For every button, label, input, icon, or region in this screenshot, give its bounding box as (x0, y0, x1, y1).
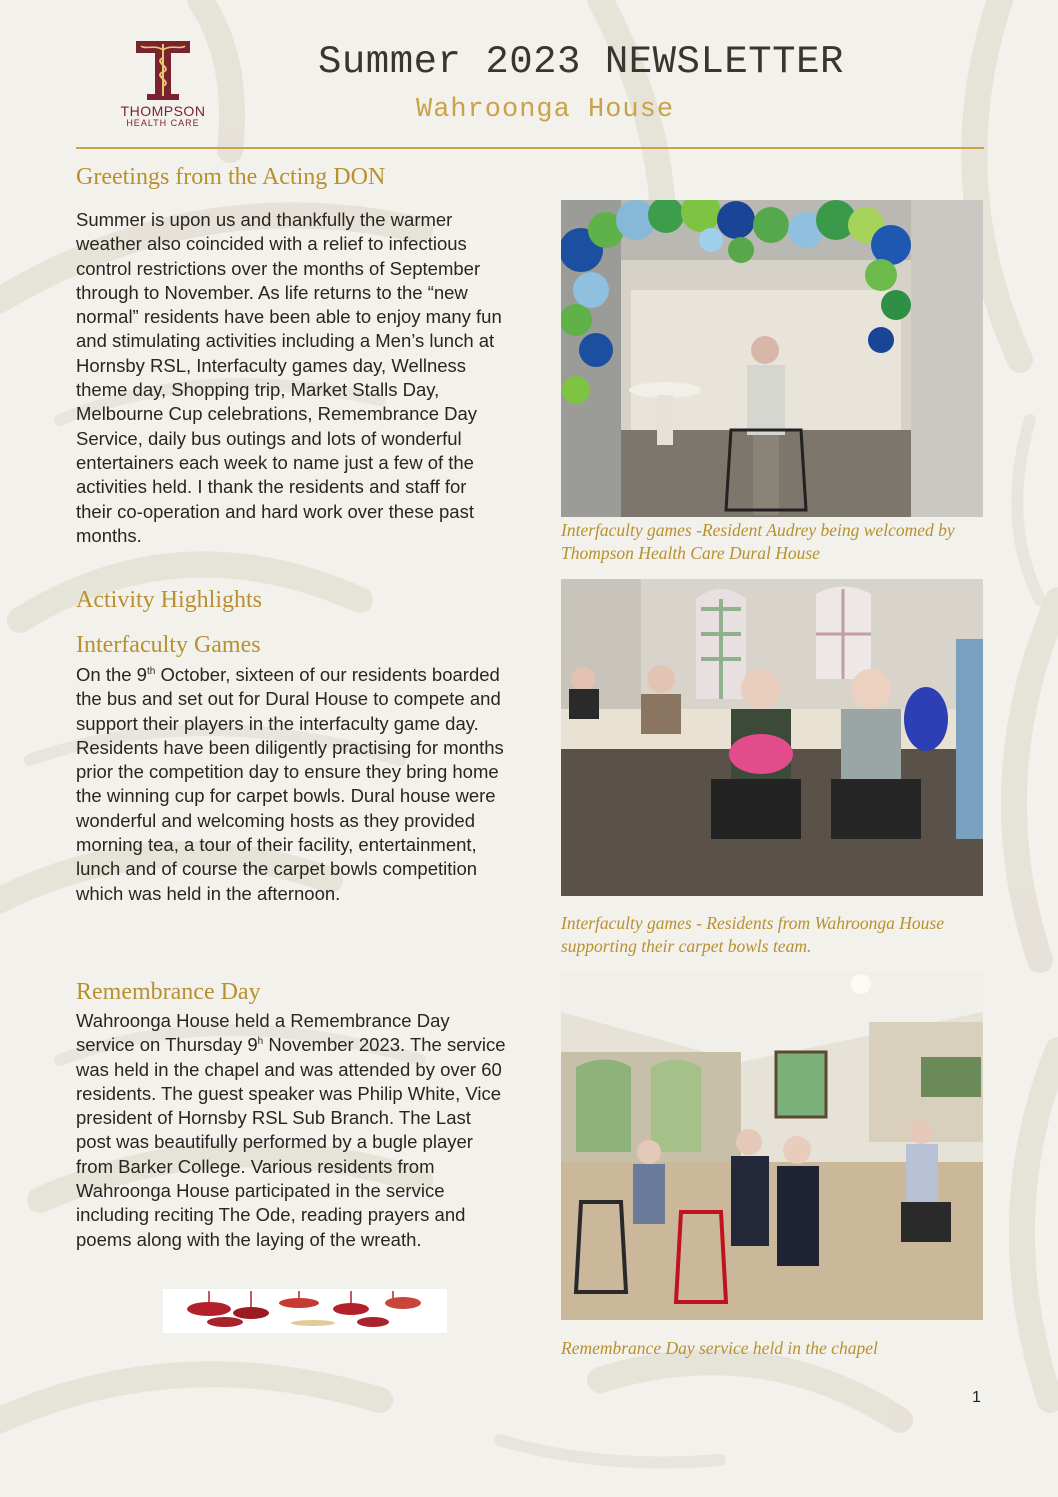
caduceus-t-icon (133, 38, 193, 102)
interfaculty-text-start: On the 9 (76, 664, 147, 685)
remembrance-body (76, 1009, 506, 1252)
photo-remembrance-chapel (561, 972, 983, 1320)
interfaculty-text-rest: October, sixteen of our residents boarded the bus and set out for Dural House to compete and support their players in the interfaculty game day. Residents have been diligently practising for months prior the competition day to ensure they bring home the winning cup for carpet bowls. Dural house were wonderful and welcoming hosts as they provided morning tea, a tour of their facility, entertainment, lunch and of course the carpet bowls competition which was held in the afternoon. (76, 664, 504, 904)
interfaculty-heading: Interfaculty Games (76, 632, 261, 658)
remembrance-text-start: Wahroonga House held a Remembrance Day service on Thursday 9 (76, 1010, 450, 1056)
chapel-residents-photo (561, 579, 983, 896)
page-number: 1 (972, 1389, 981, 1406)
ordinal-superscript: h (257, 1036, 264, 1048)
greetings-body (76, 208, 506, 548)
thompson-logo (108, 38, 218, 134)
photo-caption-1: Interfaculty games -Resident Audrey being welcomed by Thompson Health Care Dural House (561, 520, 955, 563)
interfaculty-paragraph (76, 663, 506, 906)
photo-residents-supporting (561, 579, 983, 896)
photo-audrey-welcomed (561, 200, 983, 517)
activity-highlights-heading: Activity Highlights (76, 587, 262, 613)
photo-caption-2: Interfaculty games - Residents from Wahroonga House supporting their carpet bowls team. (561, 913, 945, 956)
baubles-icon (163, 1289, 447, 1333)
interfaculty-body (76, 663, 506, 906)
greetings-paragraph: Summer is upon us and thankfully the warmer weather also coincided with a relief to infectious control restrictions over the months of September through to November. As life returns to the “new normal” residents have been able to enjoy many fun and stimulating activities including a Men’s lunch at Hornsby RSL, Interfaculty games day, Wellness theme day, Shopping trip, Market Stalls Day, Melbourne Cup celebrations, Remembrance Day Service, daily bus outings and lots of wonderful entertainers each week to name just a few of the activities held. I thank the residents and staff for their co-operation and hard work over these past months. (76, 209, 502, 546)
ordinal-superscript: th (146, 665, 156, 677)
header-divider (76, 147, 984, 149)
remembrance-text-rest: November 2023. The service was held in the chapel and was attended by over 60 residents. The guest speaker was Philip White, Vice president of Hornsby RSL Sub Branch. The Last post was beautifully performed by a bugle player from Barker College. Various residents from Wahroonga House participated in the service including reciting The Ode, reading prayers and poems along with the laying of the wreath. (76, 1034, 506, 1250)
remembrance-chapel-photo (561, 972, 983, 1320)
logo-sub-text: HEALTH CARE (126, 118, 200, 128)
christmas-baubles-banner (163, 1289, 447, 1333)
remembrance-paragraph (76, 1009, 506, 1252)
balloon-arch-photo (561, 200, 983, 517)
logo-brand-text: THOMPSON (120, 103, 206, 119)
newsletter-subtitle: Wahroonga House (416, 95, 675, 125)
photo-caption-3: Remembrance Day service held in the chapel (561, 1338, 878, 1358)
remembrance-heading: Remembrance Day (76, 979, 261, 1005)
newsletter-title: Summer 2023 NEWSLETTER (318, 40, 844, 84)
greetings-heading: Greetings from the Acting DON (76, 164, 386, 190)
